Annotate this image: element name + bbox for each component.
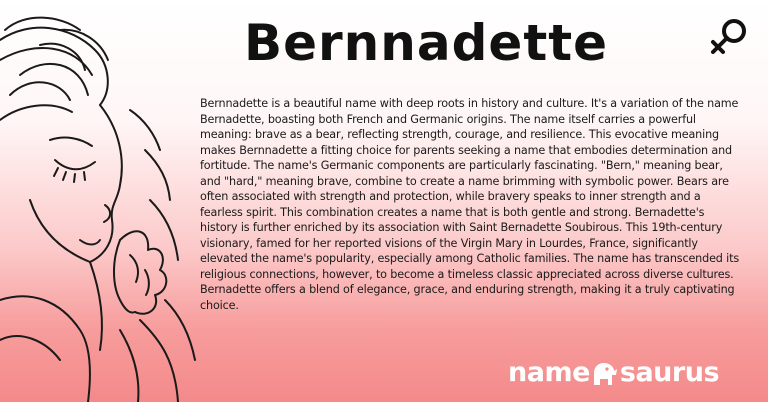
female-symbol-icon	[706, 14, 752, 60]
logo-text-right: saurus	[619, 357, 720, 388]
name-description: Bernnadette is a beautiful name with deep roots in history and culture. It's a variation of the name Bernadette, boasting both French and Germanic origins. The name itself carries a powerful meaning: brave as a bear, reflecting strength, courage, and resilience. This evocative meaning makes Bernnadette a fitting choice for parents seeking a name that embodies determination and fortitude. The name's Germanic components are particularly fascinating. "Bern," meaning bear, and "hard," meaning brave, combine to create a name brimming with symbolic power. Bears are often associated with strength and protection, while bravery speaks to inner strength and a fearless spirit. This combination creates a name that is both gentle and strong. Bernadette's history is further enriched by its association with Saint Bernadette Soubirous. This 19th-century visionary, famed for her reported visions of the Virgin Mary in Lourdes, France, significantly elevated the name's popularity, especially among Catholic families. The name has transcended its religious connections, however, to become a timeless classic appreciated across diverse cultures. Bernadette offers a blend of elegance, grace, and enduring strength, making it a truly captivating choice.	[200, 97, 740, 312]
sleeping-baby-illustration	[0, 0, 200, 402]
page-title: Bernnadette	[244, 14, 609, 72]
dinosaur-icon	[590, 359, 620, 387]
logo-text-left: name	[508, 357, 590, 388]
namesaurus-logo[interactable]	[508, 356, 728, 390]
